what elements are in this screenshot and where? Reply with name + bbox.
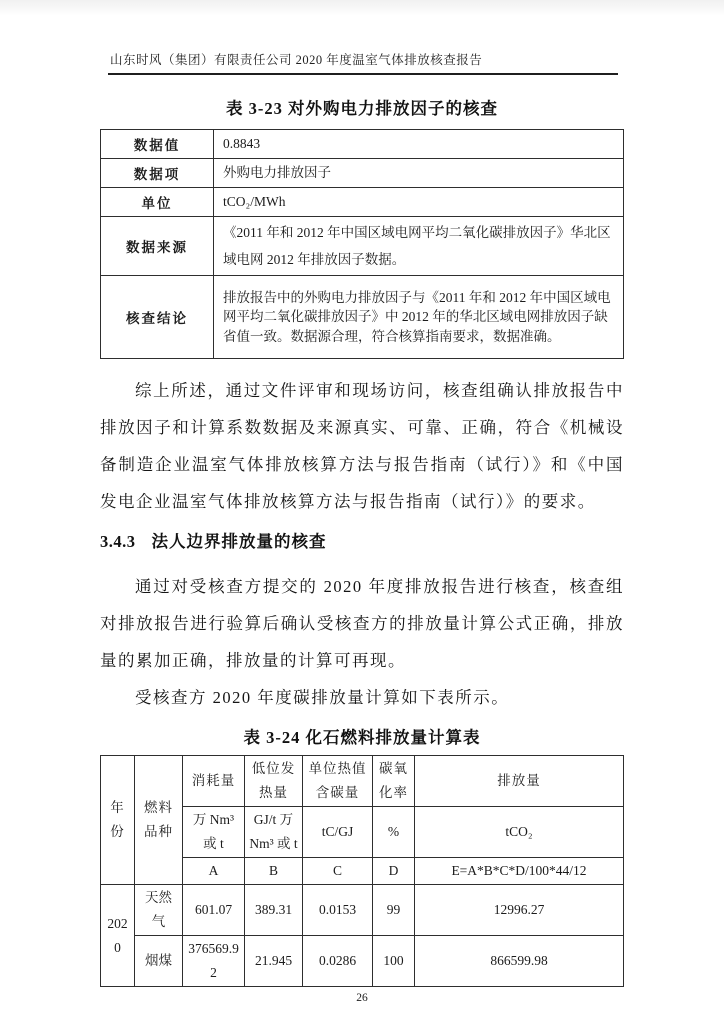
table23-row-value: 排放报告中的外购电力排放因子与《2011 年和 2012 年中国区域电网平均二氧化碳排放因子》中 2012 年的华北区域电网排放因子缺省值一致。数据源合理，符合核算指南要求，数据准确。 xyxy=(214,276,624,359)
heating-value-unit: GJ/t 万 Nm³ 或 t xyxy=(245,807,303,858)
scan-artifact xyxy=(0,0,724,16)
table23-purchased-electricity-factor xyxy=(100,129,624,359)
symbol-e-formula: E=A*B*C*D/100*44/12 xyxy=(415,858,624,885)
table23-row-label: 数据值 xyxy=(101,130,214,159)
consumption-column-header: 消耗量 xyxy=(183,756,245,807)
table24-data-row xyxy=(101,885,624,936)
table24-fossil-fuel-emissions xyxy=(100,755,624,987)
emission-unit: tCO₂ xyxy=(415,807,624,858)
oxidation-rate-cell: 99 xyxy=(373,885,415,936)
year-value-cell: 2020 xyxy=(101,885,135,987)
table23-row-value: tCO₂/MWh xyxy=(214,188,624,217)
oxidation-rate-unit: % xyxy=(373,807,415,858)
heating-value-column-header: 低位发热量 xyxy=(245,756,303,807)
table24-data-row xyxy=(101,936,624,987)
emission-column-header: 排放量 xyxy=(415,756,624,807)
table23-row xyxy=(101,276,624,359)
symbol-b: B xyxy=(245,858,303,885)
heating-value-cell: 389.31 xyxy=(245,885,303,936)
verification-paragraph: 通过对受核查方提交的 2020 年度排放报告进行核查，核查组对排放报告进行验算后确认受核查方的排放量计算公式正确，排放量的累加正确，排放量的计算可再现。 xyxy=(100,577,624,670)
table-intro-paragraph: 受核查方 2020 年度碳排放量计算如下表所示。 xyxy=(135,688,510,707)
table23-row xyxy=(101,217,624,276)
table23-row-value: 外购电力排放因子 xyxy=(214,159,624,188)
table23-row xyxy=(101,130,624,159)
fuel-column-header: 燃料品种 xyxy=(135,756,183,885)
page-number: 26 xyxy=(356,992,368,1004)
table23-row-label: 数据项 xyxy=(101,159,214,188)
emission-cell: 866599.98 xyxy=(415,936,624,987)
table23-row-label: 单位 xyxy=(101,188,214,217)
oxidation-rate-cell: 100 xyxy=(373,936,415,987)
symbol-a: A xyxy=(183,858,245,885)
fuel-cell: 天然气 xyxy=(135,885,183,936)
table23-caption: 表 3-23 对外购电力排放因子的核查 xyxy=(226,99,498,118)
section-title: 法人边界排放量的核查 xyxy=(151,532,327,551)
table23-row-value: 0.8843 xyxy=(214,130,624,159)
carbon-content-cell: 0.0286 xyxy=(303,936,373,987)
summary-paragraph: 综上所述，通过文件评审和现场访问，核查组确认排放报告中排放因子和计算系数数据及来源真实、可靠、正确，符合《机械设备制造企业温室气体排放核算方法与报告指南（试行）》和《中国发电企业温室气体排放核算方法与报告指南（试行）》的要求。 xyxy=(100,381,624,511)
consumption-cell: 601.07 xyxy=(183,885,245,936)
carbon-content-column-header: 单位热值含碳量 xyxy=(303,756,373,807)
table24-header-row-names xyxy=(101,756,624,807)
table23-row-label: 数据来源 xyxy=(101,217,214,276)
running-header xyxy=(108,50,618,75)
symbol-d: D xyxy=(373,858,415,885)
running-header-title: 山东时风（集团）有限责任公司 2020 年度温室气体排放核查报告 xyxy=(110,53,483,67)
table23-row xyxy=(101,159,624,188)
table24-caption: 表 3-24 化石燃料排放量计算表 xyxy=(243,728,481,747)
table23-row xyxy=(101,188,624,217)
section-number: 3.4.3 xyxy=(100,532,136,551)
emission-cell: 12996.27 xyxy=(415,885,624,936)
consumption-cell: 376569.92 xyxy=(183,936,245,987)
heating-value-cell: 21.945 xyxy=(245,936,303,987)
oxidation-rate-column-header: 碳氧化率 xyxy=(373,756,415,807)
consumption-unit: 万 Nm³ 或 t xyxy=(183,807,245,858)
fuel-cell: 烟煤 xyxy=(135,936,183,987)
year-column-header: 年份 xyxy=(101,756,135,885)
symbol-c: C xyxy=(303,858,373,885)
table23-row-value: 《2011 年和 2012 年中国区域电网平均二氧化碳排放因子》华北区域电网 2012 年排放因子数据。 xyxy=(214,217,624,276)
section-heading-3-4-3 xyxy=(100,529,624,555)
carbon-content-cell: 0.0153 xyxy=(303,885,373,936)
table23-row-label: 核查结论 xyxy=(101,276,214,359)
carbon-content-unit: tC/GJ xyxy=(303,807,373,858)
